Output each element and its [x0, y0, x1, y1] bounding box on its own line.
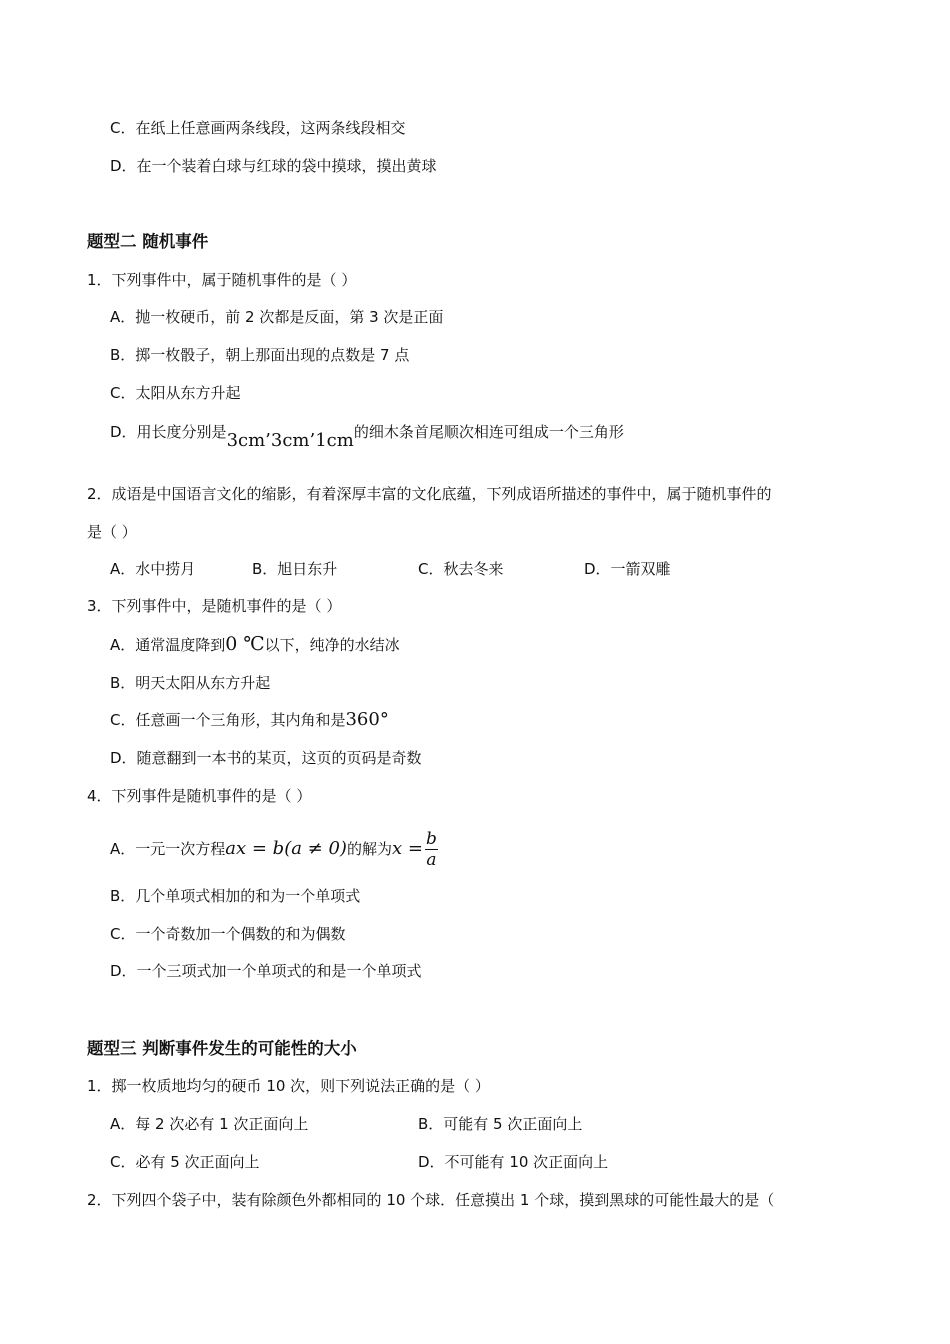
question-2: 2．下列四个袋子中，装有除颜色外都相同的 10 个球．任意摸出 1 个球，摸到黑球的可能性最大的是（ [87, 1191, 775, 1209]
option-a: A．每 2 次必有 1 次正面向上 [110, 1115, 309, 1133]
math-angle: 360° [345, 709, 389, 730]
option-c: C．太阳从东方升起 [110, 384, 241, 402]
option-c [110, 709, 389, 731]
option-d: D．一个三项式加一个单项式的和是一个单项式 [110, 962, 422, 980]
option-d: D．一箭双雕 [584, 560, 671, 578]
option-b: B．几个单项式相加的和为一个单项式 [110, 887, 361, 905]
fraction-numerator: b [425, 829, 437, 849]
option-d: D．随意翻到一本书的某页，这页的页码是奇数 [110, 749, 422, 767]
option-text: 以下，纯净的水结冰 [264, 636, 400, 654]
question-4: 4．下列事件是随机事件的是（ ） [87, 787, 312, 805]
option-a: A．水中捞月 [110, 560, 196, 578]
math-fraction [425, 830, 438, 869]
option-d [110, 421, 624, 451]
option-b: B．明天太阳从东方升起 [110, 674, 271, 692]
question-1: 1．下列事件中，属于随机事件的是（ ） [87, 271, 357, 289]
fraction-denominator: a [426, 850, 437, 870]
math-equation: ax = b(a ≠ 0) [225, 838, 347, 859]
option-text: 的解为 [346, 840, 392, 858]
option-text: A．通常温度降到 [110, 636, 226, 654]
option-d: D．不可能有 10 次正面向上 [418, 1153, 609, 1171]
option-c: C．在纸上任意画两条线段，这两条线段相交 [110, 119, 406, 137]
option-d: D．在一个装着白球与红球的袋中摸球，摸出黄球 [110, 157, 437, 175]
option-text: A．一元一次方程 [110, 840, 226, 858]
math-x: x = [391, 838, 423, 859]
option-a [110, 633, 400, 656]
question-3: 3．下列事件中，是随机事件的是（ ） [87, 597, 342, 615]
option-c: C．秋去冬来 [418, 560, 504, 578]
option-b: B．可能有 5 次正面向上 [418, 1115, 583, 1133]
question-2-line-2: 是（ ） [87, 523, 137, 541]
option-a [110, 829, 438, 869]
section-heading: 题型三 判断事件发生的可能性的大小 [87, 1039, 357, 1058]
option-c: C．一个奇数加一个偶数的和为偶数 [110, 925, 346, 943]
question-2-line-1: 2．成语是中国语言文化的缩影，有着深厚丰富的文化底蕴，下列成语所描述的事件中，属于随机事件的 [87, 485, 772, 503]
option-b: B．旭日东升 [252, 560, 338, 578]
option-text: C．任意画一个三角形，其内角和是 [110, 711, 346, 729]
option-c: C．必有 5 次正面向上 [110, 1153, 260, 1171]
option-a: A．抛一枚硬币，前 2 次都是反面，第 3 次是正面 [110, 308, 444, 326]
question-1: 1．掷一枚质地均匀的硬币 10 次，则下列说法正确的是（ ） [87, 1077, 490, 1095]
section-heading: 题型二 随机事件 [87, 232, 209, 251]
option-text: D．用长度分别是 [110, 423, 227, 441]
option-text: 的细木条首尾顺次相连可组成一个三角形 [353, 423, 624, 441]
math-lengths: 3cm’3cm’1cm [226, 430, 354, 451]
option-b: B．掷一枚骰子，朝上那面出现的点数是 7 点 [110, 346, 410, 364]
math-temperature: 0 ℃ [225, 633, 265, 655]
